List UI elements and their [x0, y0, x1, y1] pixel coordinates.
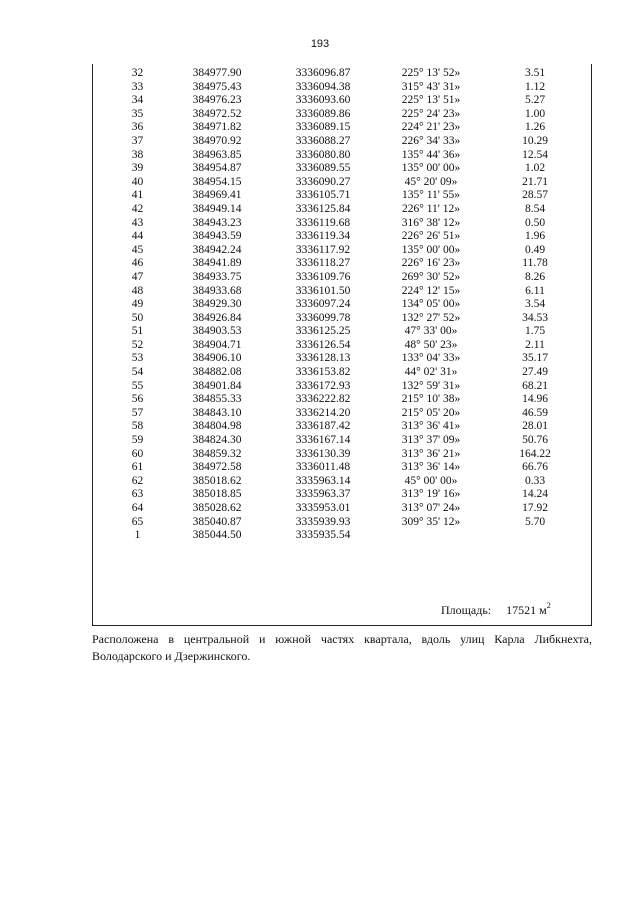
- segment-length-cell: 28.57: [522, 189, 548, 202]
- table-row: [92, 94, 585, 108]
- page-number: 193: [310, 38, 330, 50]
- direction-angle-cell: 44° 02' 31»: [404, 366, 458, 379]
- coord-y-cell: 3336094.38: [295, 80, 351, 93]
- coord-y-cell: 3336119.34: [295, 230, 351, 243]
- coord-y-cell: 3336118.27: [295, 257, 351, 270]
- segment-length-cell: 28.01: [522, 420, 548, 433]
- coord-x-cell: 384976.23: [192, 94, 242, 107]
- point-number-cell: 45: [131, 243, 144, 256]
- segment-length-cell: 1.75: [524, 325, 546, 338]
- point-number-cell: 48: [131, 284, 144, 297]
- coord-y-cell: 3336097.24: [295, 298, 351, 311]
- direction-angle-cell: 313° 07' 24»: [401, 502, 461, 514]
- coord-x-cell: 384977.90: [192, 67, 242, 79]
- coord-x-cell: 385028.62: [192, 502, 242, 514]
- direction-angle-cell: 224° 12' 15»: [401, 284, 461, 297]
- table-row: [92, 244, 585, 258]
- direction-angle-cell: 135° 00' 00»: [401, 243, 461, 256]
- coordinates-table-body: [92, 67, 585, 543]
- area-unit: м: [539, 603, 547, 617]
- segment-length-cell: 1.26: [524, 121, 546, 134]
- point-number-cell: 60: [131, 447, 144, 460]
- coord-x-cell: 384824.30: [192, 434, 242, 447]
- coord-x-cell: 384933.75: [192, 270, 242, 283]
- segment-length-cell: 0.49: [524, 243, 546, 256]
- point-number-cell: 59: [131, 434, 144, 447]
- coord-y-cell: 3336109.76: [295, 270, 351, 283]
- point-number-cell: 58: [131, 420, 144, 433]
- point-number-cell: 64: [131, 502, 144, 514]
- point-number-cell: 63: [131, 488, 144, 501]
- coord-x-cell: 384855.33: [192, 393, 242, 406]
- table-row: [92, 121, 585, 135]
- point-number-cell: 43: [131, 216, 144, 229]
- point-number-cell: 41: [131, 189, 144, 202]
- table-row: [92, 407, 585, 421]
- point-number-cell: 36: [131, 121, 144, 134]
- direction-angle-cell: 309° 35' 12»: [401, 515, 461, 528]
- coord-y-cell: 3336119.68: [295, 216, 351, 229]
- segment-length-cell: 14.24: [522, 488, 548, 501]
- direction-angle-cell: 224° 21' 23»: [401, 121, 461, 134]
- direction-angle-cell: 45° 20' 09»: [404, 175, 458, 188]
- direction-angle-cell: 225° 13' 51»: [401, 94, 461, 107]
- segment-length-cell: 21.71: [522, 175, 548, 188]
- table-row: [92, 162, 585, 176]
- point-number-cell: 62: [131, 474, 144, 487]
- coord-y-cell: 3336126.54: [295, 338, 351, 351]
- segment-length-cell: 0.50: [524, 216, 546, 229]
- segment-length-cell: 11.78: [522, 257, 548, 270]
- direction-angle-cell: 313° 37' 09»: [401, 434, 461, 447]
- segment-length-cell: 0.33: [524, 474, 546, 487]
- direction-angle-cell: 269° 30' 52»: [401, 270, 461, 283]
- table-row: [92, 67, 585, 81]
- coord-y-cell: 3336096.87: [295, 67, 351, 79]
- table-row: [92, 516, 585, 530]
- direction-angle-cell: 134° 05' 00»: [401, 298, 461, 311]
- segment-length-cell: 8.26: [524, 270, 546, 283]
- segment-length-cell: 3.54: [524, 298, 546, 311]
- point-number-cell: 52: [131, 338, 144, 351]
- point-number-cell: 32: [131, 67, 144, 79]
- point-number-cell: 40: [131, 175, 144, 188]
- point-number-cell: 44: [131, 230, 144, 243]
- coord-x-cell: 384901.84: [192, 379, 242, 392]
- coord-y-cell: 3336172.93: [295, 379, 351, 392]
- direction-angle-cell: 315° 43' 31»: [401, 80, 461, 93]
- segment-length-cell: 6.11: [525, 284, 545, 297]
- segment-length-cell: 12.54: [522, 148, 548, 161]
- coord-x-cell: 384943.23: [192, 216, 242, 229]
- point-number-cell: 37: [131, 134, 144, 147]
- coord-x-cell: 385044.50: [192, 529, 242, 542]
- coord-x-cell: 384804.98: [192, 420, 242, 433]
- coord-y-cell: 3335963.14: [295, 474, 351, 487]
- coord-x-cell: 385018.62: [192, 474, 242, 487]
- coord-x-cell: 384903.53: [192, 325, 242, 338]
- coord-x-cell: 384969.41: [192, 189, 242, 202]
- segment-length-cell: 1.00: [524, 107, 546, 120]
- coord-y-cell: 3336167.14: [295, 434, 351, 447]
- segment-length-cell: 1.12: [524, 80, 546, 93]
- point-number-cell: 65: [131, 515, 144, 528]
- point-number-cell: 61: [131, 461, 144, 474]
- coord-y-cell: 3336099.78: [295, 311, 351, 324]
- direction-angle-cell: 135° 00' 00»: [401, 162, 461, 175]
- table-row: [92, 366, 585, 380]
- coord-y-cell: 3336105.71: [295, 189, 351, 202]
- coord-y-cell: 3336088.27: [295, 134, 351, 147]
- table-row: [92, 325, 585, 339]
- table-row: [92, 285, 585, 299]
- table-row: [92, 271, 585, 285]
- segment-length-cell: 1.02: [524, 162, 546, 175]
- coord-y-cell: 3335953.01: [295, 502, 351, 514]
- direction-angle-cell: 47° 33' 00»: [404, 325, 458, 338]
- coord-x-cell: 384933.68: [192, 284, 242, 297]
- point-number-cell: 50: [131, 311, 144, 324]
- coord-y-cell: 3336128.13: [295, 352, 351, 365]
- coord-x-cell: 385018.85: [192, 488, 242, 501]
- table-row: [92, 502, 585, 516]
- direction-angle-cell: 225° 24' 23»: [401, 107, 461, 120]
- point-number-cell: 38: [131, 148, 144, 161]
- direction-angle-cell: 226° 16' 23»: [401, 257, 461, 270]
- segment-length-cell: 50.76: [522, 434, 548, 447]
- table-row: [92, 434, 585, 448]
- area-unit-power: 2: [546, 601, 551, 610]
- direction-angle-cell: 133° 04' 33»: [401, 352, 461, 365]
- table-row: [92, 475, 585, 489]
- table-row: [92, 448, 585, 462]
- coord-y-cell: 3336222.82: [295, 393, 351, 406]
- coord-y-cell: 3336117.92: [295, 243, 351, 256]
- coord-y-cell: 3336153.82: [295, 366, 351, 379]
- segment-length-cell: [485, 529, 585, 543]
- table-row: [92, 230, 585, 244]
- segment-length-cell: 27.49: [522, 366, 548, 379]
- point-number-cell: 51: [131, 325, 144, 338]
- segment-length-cell: 8.54: [524, 202, 546, 215]
- point-number-cell: 57: [131, 406, 144, 419]
- coord-y-cell: 3336089.15: [295, 121, 351, 134]
- direction-angle-cell: 316° 38' 12»: [401, 216, 461, 229]
- direction-angle-cell: 48° 50' 23»: [404, 338, 458, 351]
- coord-y-cell: 3336187.42: [295, 420, 351, 433]
- table-row: [92, 149, 585, 163]
- coord-y-cell: 3336090.27: [295, 175, 351, 188]
- segment-length-cell: 2.11: [525, 338, 545, 351]
- table-row: [92, 203, 585, 217]
- segment-length-cell: 34.53: [522, 311, 548, 324]
- table-row: [92, 257, 585, 271]
- table-row: [92, 189, 585, 203]
- point-number-cell: 49: [131, 298, 144, 311]
- point-number-cell: 53: [131, 352, 144, 365]
- table-row: [92, 420, 585, 434]
- coord-y-cell: 3336011.48: [295, 461, 351, 474]
- area-label: Площадь:: [441, 603, 492, 617]
- direction-angle-cell: 132° 27' 52»: [401, 311, 461, 324]
- point-number-cell: 1: [134, 529, 141, 542]
- segment-length-cell: 35.17: [522, 352, 548, 365]
- coord-x-cell: 385040.87: [192, 515, 242, 528]
- table-row: [92, 135, 585, 149]
- table-row: [92, 312, 585, 326]
- coord-y-cell: 3336089.55: [295, 162, 351, 175]
- coord-x-cell: 384929.30: [192, 298, 242, 311]
- table-row: [92, 298, 585, 312]
- coord-x-cell: 384972.52: [192, 107, 242, 120]
- point-number-cell: 34: [131, 94, 144, 107]
- coord-x-cell: 384882.08: [192, 366, 242, 379]
- coord-y-cell: 3336214.20: [295, 406, 351, 419]
- table-row: [92, 352, 585, 366]
- coord-x-cell: 384970.92: [192, 134, 242, 147]
- coord-x-cell: 384904.71: [192, 338, 242, 351]
- table-row: [92, 339, 585, 353]
- direction-angle-cell: 215° 10' 38»: [401, 393, 461, 406]
- segment-length-cell: 46.59: [522, 406, 548, 419]
- direction-angle-cell: 225° 13' 52»: [401, 67, 461, 79]
- coord-x-cell: 384942.24: [192, 243, 242, 256]
- coord-y-cell: 3336080.80: [295, 148, 351, 161]
- segment-length-cell: 164.22: [519, 447, 551, 460]
- coord-y-cell: 3335939.93: [295, 515, 351, 528]
- coord-y-cell: 3336093.60: [295, 94, 351, 107]
- direction-angle-cell: 215° 05' 20»: [401, 406, 461, 419]
- coord-x-cell: 384954.15: [192, 175, 242, 188]
- segment-length-cell: 10.29: [522, 134, 548, 147]
- coord-x-cell: 384954.87: [192, 162, 242, 175]
- coord-x-cell: 384926.84: [192, 311, 242, 324]
- table-row: [92, 380, 585, 394]
- table-row: [92, 108, 585, 122]
- point-number-cell: 33: [131, 80, 144, 93]
- coord-y-cell: 3336125.25: [295, 325, 351, 338]
- segment-length-cell: 14.96: [522, 393, 548, 406]
- point-number-cell: 56: [131, 393, 144, 406]
- table-row: [92, 529, 585, 543]
- area-value: 17521: [506, 603, 537, 617]
- coord-x-cell: 384971.82: [192, 121, 242, 134]
- coordinates-table: [92, 67, 585, 543]
- segment-length-cell: 3.51: [524, 67, 546, 79]
- table-row: [92, 217, 585, 231]
- coord-y-cell: 3336130.39: [295, 447, 351, 460]
- direction-angle-cell: 226° 34' 33»: [401, 134, 461, 147]
- coord-y-cell: 3336089.86: [295, 107, 351, 120]
- direction-angle-cell: [377, 529, 485, 543]
- point-number-cell: 42: [131, 202, 144, 215]
- direction-angle-cell: 226° 26' 51»: [401, 230, 461, 243]
- coord-x-cell: 384859.32: [192, 447, 242, 460]
- coord-y-cell: 3335935.54: [295, 529, 351, 542]
- coord-y-cell: 3336101.50: [295, 284, 351, 297]
- segment-length-cell: 17.92: [522, 502, 548, 514]
- coord-x-cell: 384949.14: [192, 202, 242, 215]
- direction-angle-cell: 132° 59' 31»: [401, 379, 461, 392]
- location-description: Расположена в центральной и южной частях квартала, вдоль улиц Карла Либкнехта, Володарского и Дзержинского.: [92, 632, 592, 663]
- coord-x-cell: 384906.10: [192, 352, 242, 365]
- coord-x-cell: 384972.58: [192, 461, 242, 474]
- direction-angle-cell: 45° 00' 00»: [404, 474, 458, 487]
- point-number-cell: 47: [131, 270, 144, 283]
- direction-angle-cell: 313° 19' 16»: [401, 488, 461, 501]
- table-row: [92, 393, 585, 407]
- coord-x-cell: 384941.89: [192, 257, 242, 270]
- direction-angle-cell: 135° 44' 36»: [401, 148, 461, 161]
- table-row: [92, 461, 585, 475]
- coord-x-cell: 384975.43: [192, 80, 242, 93]
- direction-angle-cell: 313° 36' 21»: [401, 447, 461, 460]
- segment-length-cell: 66.76: [522, 461, 548, 474]
- segment-length-cell: 5.27: [524, 94, 546, 107]
- coord-y-cell: 3336125.84: [295, 202, 351, 215]
- coord-x-cell: 384843.10: [192, 406, 242, 419]
- point-number-cell: 39: [131, 162, 144, 175]
- direction-angle-cell: 313° 36' 41»: [401, 420, 461, 433]
- table-row: [92, 488, 585, 502]
- point-number-cell: 46: [131, 257, 144, 270]
- point-number-cell: 55: [131, 379, 144, 392]
- segment-length-cell: 68.21: [522, 379, 548, 392]
- direction-angle-cell: 226° 11' 12»: [402, 202, 460, 215]
- table-row: [92, 81, 585, 95]
- segment-length-cell: 1.96: [524, 230, 546, 243]
- coord-x-cell: 384943.59: [192, 230, 242, 243]
- point-number-cell: 54: [131, 366, 144, 379]
- direction-angle-cell: 313° 36' 14»: [401, 461, 461, 474]
- coord-x-cell: 384963.85: [192, 148, 242, 161]
- segment-length-cell: 5.70: [524, 515, 546, 528]
- coord-y-cell: 3335963.37: [295, 488, 351, 501]
- point-number-cell: 35: [131, 107, 144, 120]
- direction-angle-cell: 135° 11' 55»: [402, 189, 460, 202]
- table-row: [92, 176, 585, 190]
- area-summary: [441, 602, 551, 618]
